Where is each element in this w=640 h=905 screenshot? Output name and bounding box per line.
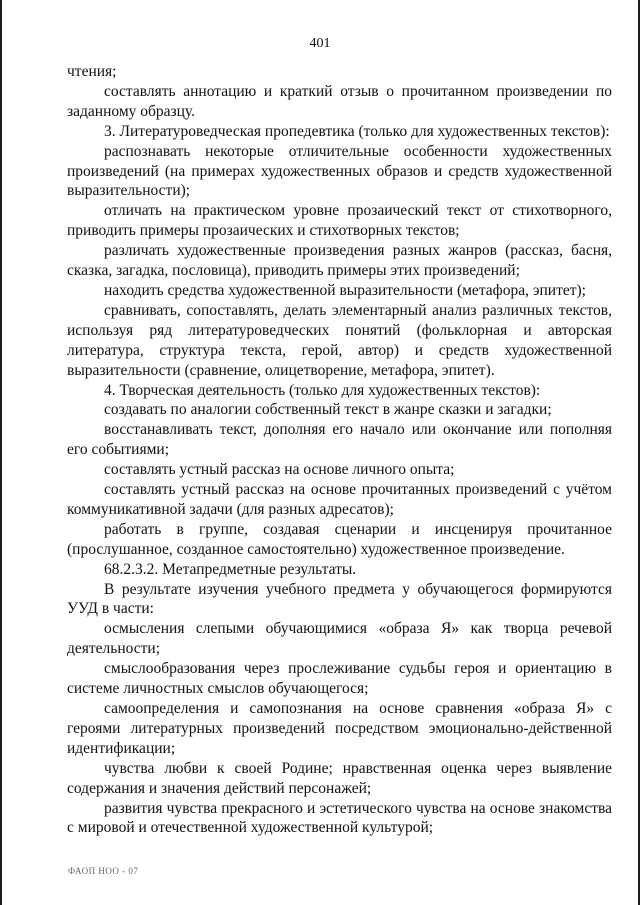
paragraph: развития чувства прекрасного и эстетического чувства на основе знакомства с мировой и отечественной художественной культурой;: [67, 799, 612, 837]
paragraph: составлять устный рассказ на основе прочитанных произведений с учётом коммуникативной задачи (для разных адресатов);: [67, 481, 612, 518]
paragraph: 68.2.3.2. Метапредметные результаты.: [104, 560, 357, 578]
paragraph: 3. Литературоведческая пропедевтика (только для художественных текстов):: [104, 122, 610, 140]
paragraph: 4. Творческая деятельность (только для художественных текстов):: [104, 381, 541, 399]
paragraph: чтения;: [67, 63, 117, 80]
paragraph: работать в группе, создавая сценарии и инсценируя прочитанное (прослушанное, созданное самостоятельно) художественное произведение.: [67, 520, 612, 558]
paragraph: находить средства художественной выразительности (метафора, эпитет);: [104, 281, 586, 299]
paragraph: В результате изучения учебного предмета у обучающегося формируются УУД в части:: [67, 580, 612, 618]
paragraph: смыслообразования через прослеживание судьбы героя и ориентацию в системе личностных смыслов обучающегося;: [67, 660, 612, 698]
paragraph: составлять аннотацию и краткий отзыв о прочитанном произведении по заданному образцу.: [67, 82, 612, 120]
paragraph: чувства любви к своей Родине; нравственная оценка через выявление содержания и значения действий персонажей;: [67, 759, 612, 797]
document-body: [67, 62, 612, 838]
paragraph: осмысления слепыми обучающимися «образа Я» как творца речевой деятельности;: [67, 620, 612, 658]
paragraph: самоопределения и самопознания на основе сравнения «образа Я» с героями литературных произведений посредством эмоционально-действенной идентификации;: [67, 700, 612, 757]
paragraph: отличать на практическом уровне прозаический текст от стихотворного, приводить примеры прозаических и стихотворных текстов;: [67, 202, 612, 240]
paragraph: распознавать некоторые отличительные особенности художественных произведений (на примерах художественных образов и средств художественной выразительности);: [67, 142, 612, 200]
footer-stamp: ФАОП НОО - 07: [68, 866, 139, 876]
paragraph: восстанавливать текст, дополняя его начало или окончание или пополняя его событиями;: [67, 421, 612, 459]
page-number: 401: [309, 36, 331, 51]
paragraph: сравнивать, сопоставлять, делать элементарный анализ различных текстов, используя ряд литературоведческих понятий (фольклорная и авторская литература, структура текста, герой, автор) и средств художественной выразительности (сравнение, олицетворение, метафора, эпитет).: [67, 301, 612, 379]
paragraph: создавать по аналогии собственный текст в жанре сказки и загадки;: [104, 401, 552, 419]
paragraph: различать художественные произведения разных жанров (рассказ, басня, сказка, загадка, пословица), приводить примеры этих произведений;: [67, 242, 612, 280]
paragraph: составлять устный рассказ на основе личного опыта;: [104, 461, 455, 479]
left-scan-border: [0, 0, 2, 905]
